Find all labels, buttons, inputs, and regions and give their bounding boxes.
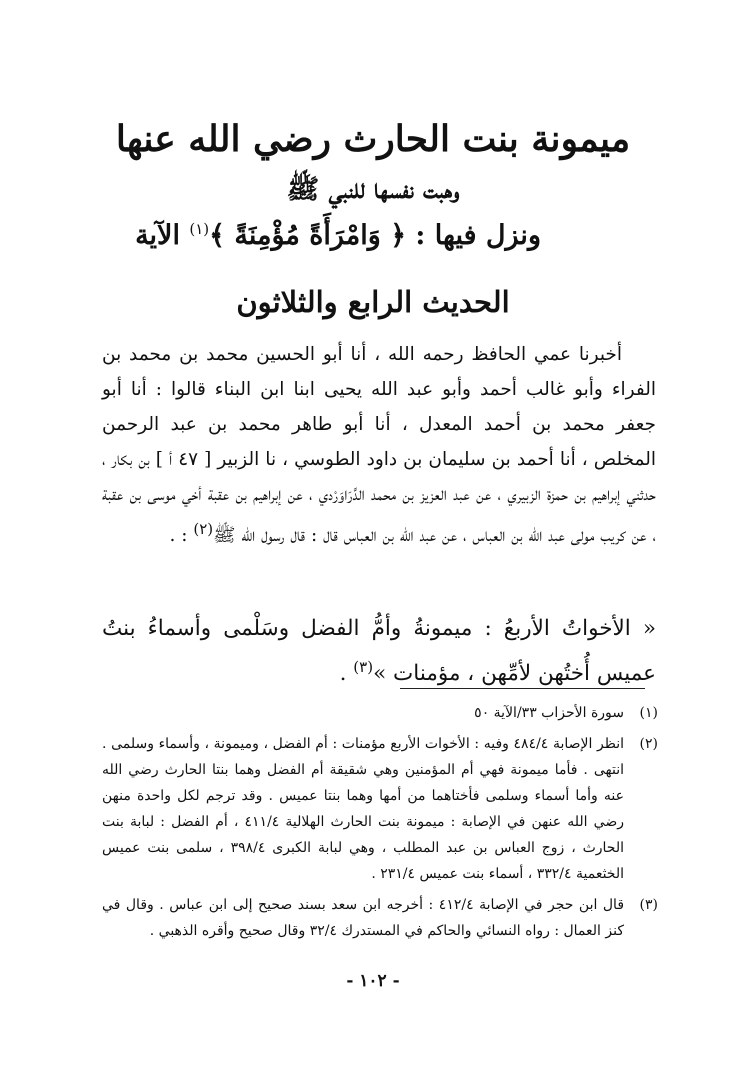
- footnote-text: انظر الإصابة ٤٨٤/٤ وفيه : الأخوات الأربع مؤمنات : أم الفضل ، وميمونة ، وأسماء وسلمى . انتهى . فأما ميمونة فهي أم المؤمنين وهي شقيقة أم الفضل وهما بنتا الحارث رضي الله عنه وأما أسماء وسلمى فأختاهما من أمها وهما بنتا عميس . وقد ترجم لكل واحدة منهن رضي الله عنهن في الإصابة : ميمونة بنت الحارث الهلالية ٤١١/٤ ، أم الفضل : لبابة بنت الحارث ، زوج العباس بن عبد المطلب ، وهي لبابة الكبرى ٣٩٨/٤ ، سلمى بنت عميس الخثعمية ٣٣٢/٤ ، أسماء بنت عميس ٢٣١/٤ .: [102, 736, 625, 882]
- footnote-number: (١): [639, 705, 658, 721]
- subtitle-2-tail: الآية: [135, 220, 180, 251]
- isnad-text: أخبرنا عمي الحافظ رحمه الله ، أنا أبو الحسين محمد بن محمد بن الفراء وأبو غالب أحمد وأبو عبد الله يحيى ابنا ابن البناء قالوا : أنا أبو جعفر محمد بن أحمد المعدل ، أنا أبو طاهر محمد بن عبد الرحمن المخلص ، أنا أحمد بن سليمان بن داود الطوسي ، نا الزبير [ ٤٧ أ ] بن بكار ، حدثني إبراهيم بن حمزة الزبيري ، عن عبد العزيز بن محمد الدَّرَاوَرْدي ، عن إبراهيم بن عقبة أخي موسى بن عقبة ، عن كريب مولى عبد الله بن العباس ، عن عبد الله بن العباس قال : قال رسول الله ﷺ: [102, 344, 656, 547]
- footnote-ref-1[interactable]: (١): [189, 220, 210, 238]
- isnad-paragraph: [102, 337, 656, 553]
- footnotes-section: [102, 700, 658, 949]
- page-number: - ١٠٢ -: [346, 971, 400, 991]
- chapter-title: ميمونة بنت الحارث رضي الله عنها: [115, 118, 631, 160]
- footnote-item: [102, 700, 658, 726]
- footnote-ref-2[interactable]: (٢): [193, 520, 214, 538]
- isnad-tail: : .: [169, 525, 188, 547]
- footnote-text: قال ابن حجر في الإصابة ٤١٢/٤ : أخرجه ابن سعد بسند صحيح إلى ابن عباس . وقال في كنز العمال : رواه النسائي والحاكم في المستدرك ٣٢/٤ وقال صحيح وأقره الذهبي .: [102, 897, 625, 939]
- footnote-number: (٣): [639, 897, 658, 913]
- footnote-number: (٢): [639, 736, 658, 752]
- chapter-subtitle-2: [135, 220, 541, 251]
- hadith-text: [102, 609, 656, 693]
- footnote-item: [102, 892, 658, 944]
- hadith-body: « الأخواتُ الأربعُ : ميمونةُ وأمُّ الفضل وسَلْمى وأسماءُ بنتُ عميس أُختُهن لأمِّهن ، مؤمنات »: [102, 616, 656, 687]
- section-heading: الحديث الرابع والثلاثون: [236, 285, 510, 319]
- footnote-separator: [400, 688, 645, 689]
- footnote-item: [102, 731, 658, 887]
- footnote-ref-3[interactable]: (٣): [353, 658, 374, 676]
- footnote-text: سورة الأحزاب ٣٣/الآية ٥٠: [474, 705, 624, 721]
- chapter-subtitle-1: وهبت نفسها للنبي ﷺ: [286, 174, 460, 205]
- hadith-tail: .: [339, 661, 347, 687]
- subtitle-2-text: ونزل فيها : ﴿ وَامْرَأَةً مُؤْمِنَةً ﴾: [209, 220, 541, 251]
